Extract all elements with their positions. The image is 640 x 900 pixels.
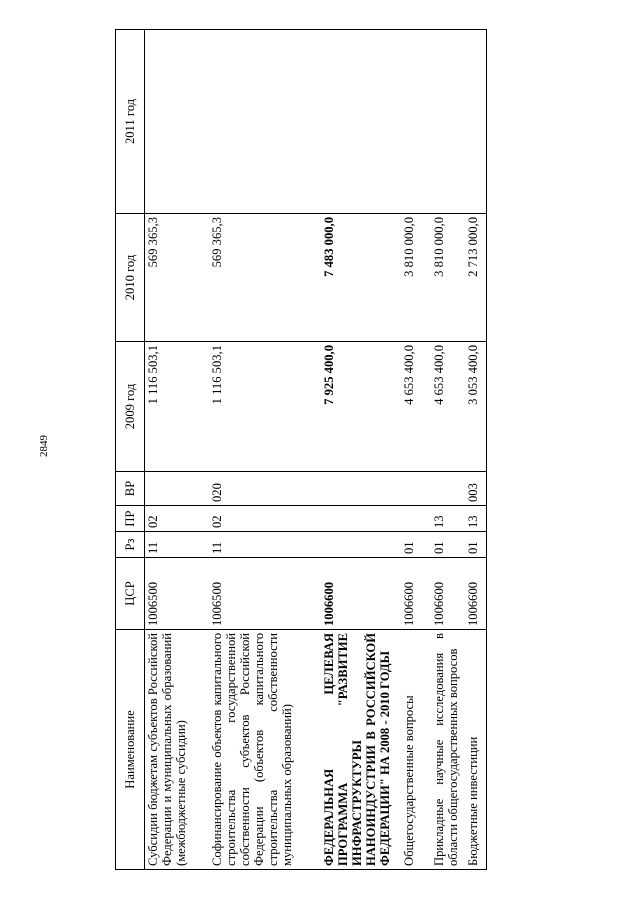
table-row bbox=[465, 30, 487, 870]
row-rz: 01 bbox=[401, 532, 431, 558]
row-pr: 02 bbox=[209, 506, 321, 532]
table-row bbox=[431, 30, 465, 870]
row-pr bbox=[401, 506, 431, 532]
row-2009: 4 653 400,0 bbox=[431, 342, 465, 472]
rotated-budget-table bbox=[115, 30, 485, 870]
row-rz: 01 bbox=[465, 532, 487, 558]
row-2011 bbox=[431, 30, 465, 214]
header-pr: ПР bbox=[116, 506, 145, 532]
row-name: Софинансирование объектов капитального строительства государственной собственности субъектов Российской Федерации (объектов капитального строительства собственности муниципальных образований) bbox=[209, 630, 321, 870]
row-pr: 13 bbox=[465, 506, 487, 532]
row-csr: 1006600 bbox=[401, 558, 431, 630]
row-vr: 020 bbox=[209, 472, 321, 506]
row-vr bbox=[401, 472, 431, 506]
row-name: Общегосударственные вопросы bbox=[401, 630, 431, 870]
row-csr: 1006600 bbox=[465, 558, 487, 630]
row-pr bbox=[321, 506, 401, 532]
header-2010: 2010 год bbox=[116, 214, 145, 342]
row-2011 bbox=[145, 30, 209, 214]
row-pr: 13 bbox=[431, 506, 465, 532]
row-name: Прикладные научные исследования в области общегосударственных вопросов bbox=[431, 630, 465, 870]
row-pr: 02 bbox=[145, 506, 209, 532]
row-2011 bbox=[465, 30, 487, 214]
row-name: Бюджетные инвестиции bbox=[465, 630, 487, 870]
row-csr: 1006500 bbox=[145, 558, 209, 630]
table-row bbox=[401, 30, 431, 870]
table-row bbox=[321, 30, 401, 870]
table-body bbox=[145, 30, 487, 870]
row-2011 bbox=[209, 30, 321, 214]
row-2010: 2 713 000,0 bbox=[465, 214, 487, 342]
row-csr: 1006500 bbox=[209, 558, 321, 630]
row-csr: 1006600 bbox=[431, 558, 465, 630]
row-2009: 4 653 400,0 bbox=[401, 342, 431, 472]
row-2010: 569 365,3 bbox=[145, 214, 209, 342]
header-rz: Рз bbox=[116, 532, 145, 558]
row-vr bbox=[431, 472, 465, 506]
row-2009: 1 116 503,1 bbox=[145, 342, 209, 472]
row-2009: 7 925 400,0 bbox=[321, 342, 401, 472]
header-2009: 2009 год bbox=[116, 342, 145, 472]
row-vr bbox=[145, 472, 209, 506]
row-2009: 1 116 503,1 bbox=[209, 342, 321, 472]
row-2011 bbox=[401, 30, 431, 214]
budget-table bbox=[115, 29, 487, 870]
row-vr bbox=[321, 472, 401, 506]
table-row bbox=[145, 30, 209, 870]
row-2011 bbox=[321, 30, 401, 214]
row-2010: 7 483 000,0 bbox=[321, 214, 401, 342]
row-rz: 11 bbox=[145, 532, 209, 558]
row-vr: 003 bbox=[465, 472, 487, 506]
table-row bbox=[209, 30, 321, 870]
header-csr: ЦСР bbox=[116, 558, 145, 630]
row-2010: 3 810 000,0 bbox=[401, 214, 431, 342]
header-2011: 2011 год bbox=[116, 30, 145, 214]
row-2009: 3 053 400,0 bbox=[465, 342, 487, 472]
row-2010: 569 365,3 bbox=[209, 214, 321, 342]
header-name: Наименование bbox=[116, 630, 145, 870]
row-rz: 01 bbox=[431, 532, 465, 558]
row-name: Субсидии бюджетам субъектов Российской Федерации и муниципальных образований (межбюджетные субсидии) bbox=[145, 630, 209, 870]
row-name: ФЕДЕРАЛЬНАЯ ЦЕЛЕВАЯ ПРОГРАММА "РАЗВИТИЕ ИНФРАСТРУКТУРЫ НАНОИНДУСТРИИ В РОССИЙСКОЙ ФЕДЕРАЦИИ" НА 2008 - 2010 ГОДЫ bbox=[321, 630, 401, 870]
row-rz: 11 bbox=[209, 532, 321, 558]
row-rz bbox=[321, 532, 401, 558]
row-2010: 3 810 000,0 bbox=[431, 214, 465, 342]
row-csr: 1006600 bbox=[321, 558, 401, 630]
header-vr: ВР bbox=[116, 472, 145, 506]
page-number: 2849 bbox=[38, 435, 50, 457]
header-row bbox=[116, 30, 145, 870]
